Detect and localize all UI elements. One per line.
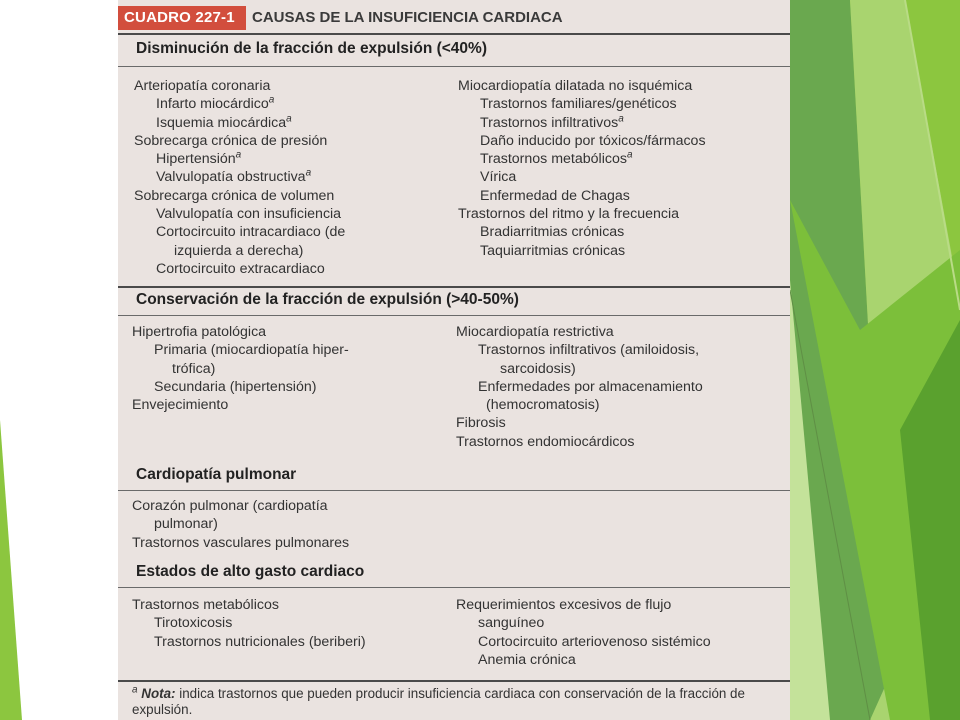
section-rule bbox=[118, 587, 790, 588]
section-rule bbox=[118, 66, 790, 67]
list-item: (hemocromatosis) bbox=[486, 397, 600, 414]
scanned-table bbox=[118, 0, 790, 720]
list-item: Sobrecarga crónica de presión bbox=[134, 132, 328, 149]
list-item: Tirotoxicosis bbox=[154, 615, 233, 632]
list-item: Arteriopatía coronaria bbox=[134, 78, 271, 94]
list-item: sanguíneo bbox=[478, 615, 545, 632]
high-output-right-column bbox=[456, 596, 711, 669]
list-item: Anemia crónica bbox=[478, 651, 576, 668]
list-item: Trastornos nutricionales (beriberi) bbox=[154, 633, 366, 650]
list-item: Valvulopatía con insuficiencia bbox=[156, 206, 342, 223]
footnote-text: indica trastornos que pueden producir insuficiencia cardiaca con conservación de la fracción de expulsión. bbox=[132, 686, 745, 717]
list-item: Trastornos vasculares pulmonares bbox=[132, 534, 350, 551]
list-item: Cortocircuito intracardiaco (de bbox=[156, 224, 346, 241]
list-item: Enfermedad de Chagas bbox=[480, 187, 630, 204]
section-heading-pulmonary: Cardiopatía pulmonar bbox=[136, 466, 297, 483]
section-heading-high-output: Estados de alto gasto cardiaco bbox=[136, 563, 365, 580]
list-item: Primaria (miocardiopatía hiper- bbox=[154, 342, 349, 359]
list-item: Taquiarritmias crónicas bbox=[480, 242, 626, 259]
list-item: Hipertensión$^a$ bbox=[156, 149, 242, 168]
preserved-ef-left-column bbox=[132, 323, 349, 414]
list-item: Enfermedades por almacenamiento bbox=[478, 378, 703, 395]
section-heading-reduced-ef: Disminución de la fracción de expulsión (<40%) bbox=[136, 40, 487, 57]
list-item: Miocardiopatía restrictiva bbox=[456, 324, 614, 340]
section-heading-preserved-ef: Conservación de la fracción de expulsión (>40-50%) bbox=[136, 291, 519, 308]
reduced-ef-left-column bbox=[134, 77, 345, 278]
left-green-triangle bbox=[0, 420, 22, 720]
list-item: Trastornos metabólicos$^a$ bbox=[480, 149, 633, 168]
table-number-badge: CUADRO 227-1 bbox=[118, 6, 246, 30]
list-item: sarcoidosis) bbox=[500, 360, 576, 377]
list-item: Trastornos endomiocárdicos bbox=[456, 433, 635, 450]
title-rule bbox=[118, 33, 790, 35]
list-item: Corazón pulmonar (cardiopatía bbox=[132, 498, 328, 514]
footnote-label: Nota: bbox=[141, 686, 176, 701]
table-footnote: $^a$ Nota: indica trastornos que pueden producir insuficiencia cardiaca con conservación de la fracción de expulsión. bbox=[132, 684, 745, 717]
section-rule bbox=[118, 315, 790, 316]
list-item: Daño inducido por tóxicos/fármacos bbox=[480, 132, 706, 149]
list-item: Fibrosis bbox=[456, 415, 506, 432]
table-title: CAUSAS DE LA INSUFICIENCIA CARDIACA bbox=[252, 9, 563, 26]
list-item: trófica) bbox=[172, 360, 216, 377]
list-item: Trastornos del ritmo y la frecuencia bbox=[458, 206, 680, 223]
list-item: Bradiarritmias crónicas bbox=[480, 224, 625, 241]
list-item: Cortocircuito arteriovenoso sistémico bbox=[478, 633, 711, 650]
section-rule bbox=[118, 286, 790, 288]
list-item: Vírica bbox=[480, 169, 517, 186]
list-item: Trastornos metabólicos bbox=[132, 597, 279, 613]
list-item: Infarto miocárdico$^a$ bbox=[156, 94, 275, 113]
preserved-ef-right-column bbox=[456, 323, 703, 451]
list-item: Miocardiopatía dilatada no isquémica bbox=[458, 78, 693, 94]
list-item: Valvulopatía obstructiva$^a$ bbox=[156, 167, 312, 186]
list-item: Trastornos infiltrativos (amiloidosis, bbox=[478, 342, 700, 359]
list-item: Envejecimiento bbox=[132, 397, 229, 414]
footnote-rule bbox=[118, 680, 790, 682]
list-item: pulmonar) bbox=[154, 516, 218, 533]
list-item: Trastornos infiltrativos$^a$ bbox=[480, 112, 624, 131]
list-item: Secundaria (hipertensión) bbox=[154, 378, 317, 395]
list-item: Hipertrofia patológica bbox=[132, 324, 267, 340]
list-item: Requerimientos excesivos de flujo bbox=[456, 597, 672, 613]
high-output-left-column bbox=[132, 596, 366, 651]
list-item: Cortocircuito extracardiaco bbox=[156, 260, 325, 277]
table-title-bar bbox=[118, 6, 790, 32]
list-item: izquierda a derecha) bbox=[174, 242, 304, 259]
reduced-ef-right-column bbox=[458, 77, 706, 260]
list-item: Trastornos familiares/genéticos bbox=[480, 96, 677, 113]
list-item: Sobrecarga crónica de volumen bbox=[134, 187, 335, 204]
list-item: Isquemia miocárdica$^a$ bbox=[156, 112, 292, 131]
section-rule bbox=[118, 490, 790, 491]
pulmonary-left-column bbox=[132, 497, 349, 552]
